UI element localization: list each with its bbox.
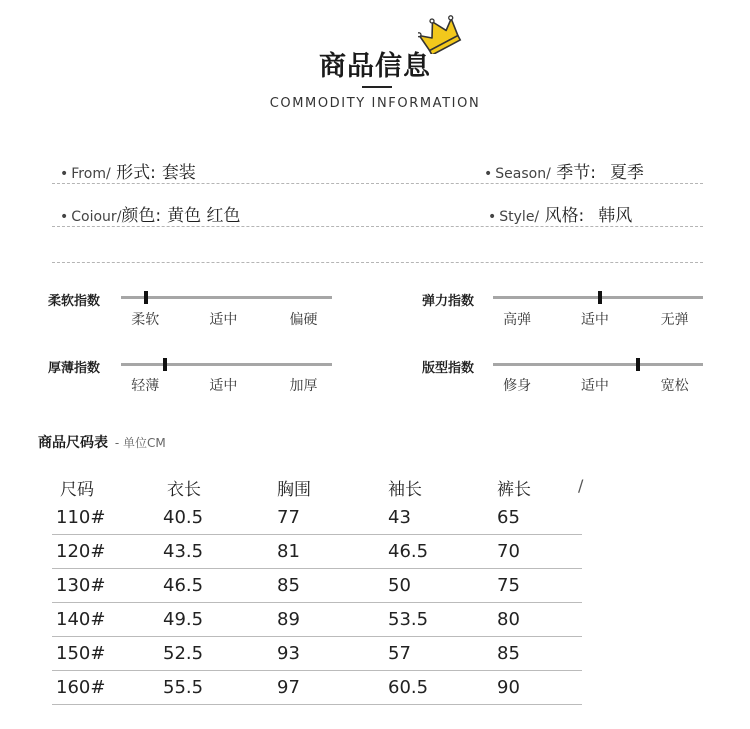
table-header: 裤长 bbox=[497, 480, 531, 500]
table-slash: / bbox=[578, 476, 584, 495]
table-cell: 130# bbox=[56, 575, 106, 596]
table-cell: 40.5 bbox=[163, 507, 204, 528]
table-cell: 80 bbox=[497, 609, 520, 630]
table-cell: 52.5 bbox=[163, 643, 204, 664]
table-header: 衣长 bbox=[167, 480, 201, 500]
title-underline bbox=[362, 86, 392, 88]
table-row-divider bbox=[52, 670, 582, 671]
table-cell: 46.5 bbox=[163, 575, 204, 596]
table-cell: 120# bbox=[56, 541, 106, 562]
scale-option: 修身 bbox=[503, 378, 532, 394]
table-cell: 57 bbox=[388, 643, 411, 664]
info-season: • Season/ 季节: 夏季 bbox=[484, 163, 644, 183]
info-form: • From/ 形式: 套装 bbox=[60, 163, 196, 183]
table-cell: 43.5 bbox=[163, 541, 204, 562]
page-title: 商品信息 bbox=[319, 51, 431, 82]
table-row-divider bbox=[52, 704, 582, 705]
table-cell: 50 bbox=[388, 575, 411, 596]
table-cell: 46.5 bbox=[388, 541, 429, 562]
scale-option: 柔软 bbox=[131, 312, 160, 328]
table-header: 尺码 bbox=[60, 480, 94, 500]
table-header: 胸围 bbox=[277, 480, 311, 500]
table-cell: 81 bbox=[277, 541, 300, 562]
scale-track bbox=[493, 363, 703, 366]
scale-title: 弹力指数 bbox=[422, 294, 475, 309]
table-cell: 77 bbox=[277, 507, 300, 528]
scale-option: 适中 bbox=[580, 378, 609, 394]
table-cell: 60.5 bbox=[388, 677, 429, 698]
scale-marker bbox=[598, 291, 602, 304]
table-row-divider bbox=[52, 568, 582, 569]
table-cell: 90 bbox=[497, 677, 520, 698]
table-cell: 93 bbox=[277, 643, 300, 664]
table-row-divider bbox=[52, 534, 582, 535]
scale-track bbox=[121, 363, 332, 366]
scale-option: 适中 bbox=[580, 312, 609, 328]
table-cell: 85 bbox=[497, 643, 520, 664]
scale-track bbox=[121, 296, 332, 299]
table-cell: 97 bbox=[277, 677, 300, 698]
table-cell: 70 bbox=[497, 541, 520, 562]
table-cell: 85 bbox=[277, 575, 300, 596]
table-cell: 150# bbox=[56, 643, 106, 664]
scale-option: 轻薄 bbox=[131, 378, 160, 394]
table-cell: 65 bbox=[497, 507, 520, 528]
table-cell: 110# bbox=[56, 507, 106, 528]
table-header: 袖长 bbox=[388, 480, 422, 500]
table-cell: 89 bbox=[277, 609, 300, 630]
scale-title: 柔软指数 bbox=[48, 294, 101, 309]
table-cell: 49.5 bbox=[163, 609, 204, 630]
info-style: • Style/ 风格: 韩风 bbox=[488, 206, 633, 226]
scale-marker bbox=[144, 291, 148, 304]
scale-title: 厚薄指数 bbox=[48, 361, 101, 376]
table-cell: 160# bbox=[56, 677, 106, 698]
scale-option: 无弹 bbox=[660, 312, 689, 328]
table-cell: 75 bbox=[497, 575, 520, 596]
scale-marker bbox=[636, 358, 640, 371]
table-row-divider bbox=[52, 602, 582, 603]
table-cell: 55.5 bbox=[163, 677, 204, 698]
table-row-divider bbox=[52, 636, 582, 637]
info-divider bbox=[52, 262, 703, 263]
scale-option: 适中 bbox=[209, 312, 238, 328]
scale-option: 高弹 bbox=[503, 312, 532, 328]
table-cell: 43 bbox=[388, 507, 411, 528]
scale-marker bbox=[163, 358, 167, 371]
scale-option: 偏硬 bbox=[289, 312, 318, 328]
page-subtitle: COMMODITY INFORMATION bbox=[269, 96, 481, 111]
scale-option: 宽松 bbox=[660, 378, 689, 394]
scale-option: 加厚 bbox=[289, 378, 318, 394]
table-cell: 53.5 bbox=[388, 609, 429, 630]
scale-option: 适中 bbox=[209, 378, 238, 394]
info-colour: • Coiour/颜色: 黄色 红色 bbox=[60, 206, 241, 226]
scale-title: 版型指数 bbox=[422, 361, 475, 376]
size-table-title: 商品尺码表 - 单位CM bbox=[38, 435, 166, 451]
info-divider bbox=[52, 183, 703, 184]
table-cell: 140# bbox=[56, 609, 106, 630]
info-divider bbox=[52, 226, 703, 227]
